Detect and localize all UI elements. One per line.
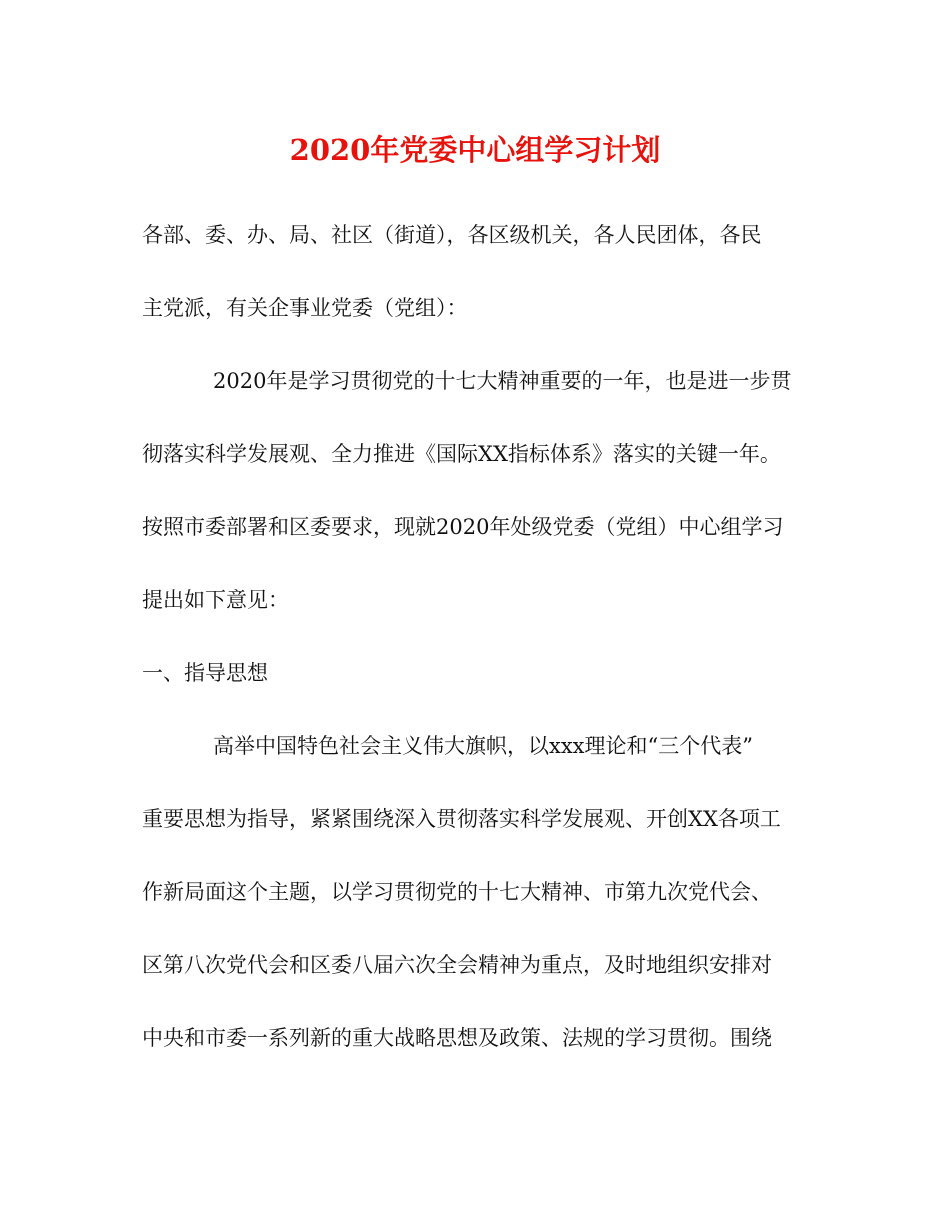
text-line: 按照市委部署和区委要求，现就2020年处级党委（党组）中心组学习 — [142, 515, 784, 539]
section-heading: 一、指导思想 — [142, 661, 268, 685]
document-title: 2020年党委中心组学习计划 — [289, 133, 661, 167]
paragraph-first-line: 2020年是学习贯彻党的十七大精神重要的一年，也是进一步贯 — [213, 369, 792, 393]
text-line: 重要思想为指导，紧紧围绕深入贯彻落实科学发展观、开创XX各项工 — [142, 807, 781, 831]
text-line: 作新局面这个主题，以学习贯彻党的十七大精神、市第九次党代会、 — [142, 880, 772, 904]
paragraph-first-line: 高举中国特色社会主义伟大旗帜，以xxx理论和“三个代表” — [213, 734, 753, 758]
text-line: 区第八次党代会和区委八届六次全会精神为重点，及时地组织安排对 — [142, 953, 772, 977]
text-line: 提出如下意见： — [142, 588, 289, 612]
text-line: 各部、委、办、局、社区（街道），各区级机关，各人民团体，各民 — [142, 223, 762, 247]
text-line: 中央和市委一系列新的重大战略思想及政策、法规的学习贯彻。围绕 — [142, 1026, 772, 1050]
text-line: 彻落实科学发展观、全力推进《国际XX指标体系》落实的关键一年。 — [142, 442, 781, 466]
text-line: 主党派，有关企事业党委（党组）： — [142, 296, 468, 320]
